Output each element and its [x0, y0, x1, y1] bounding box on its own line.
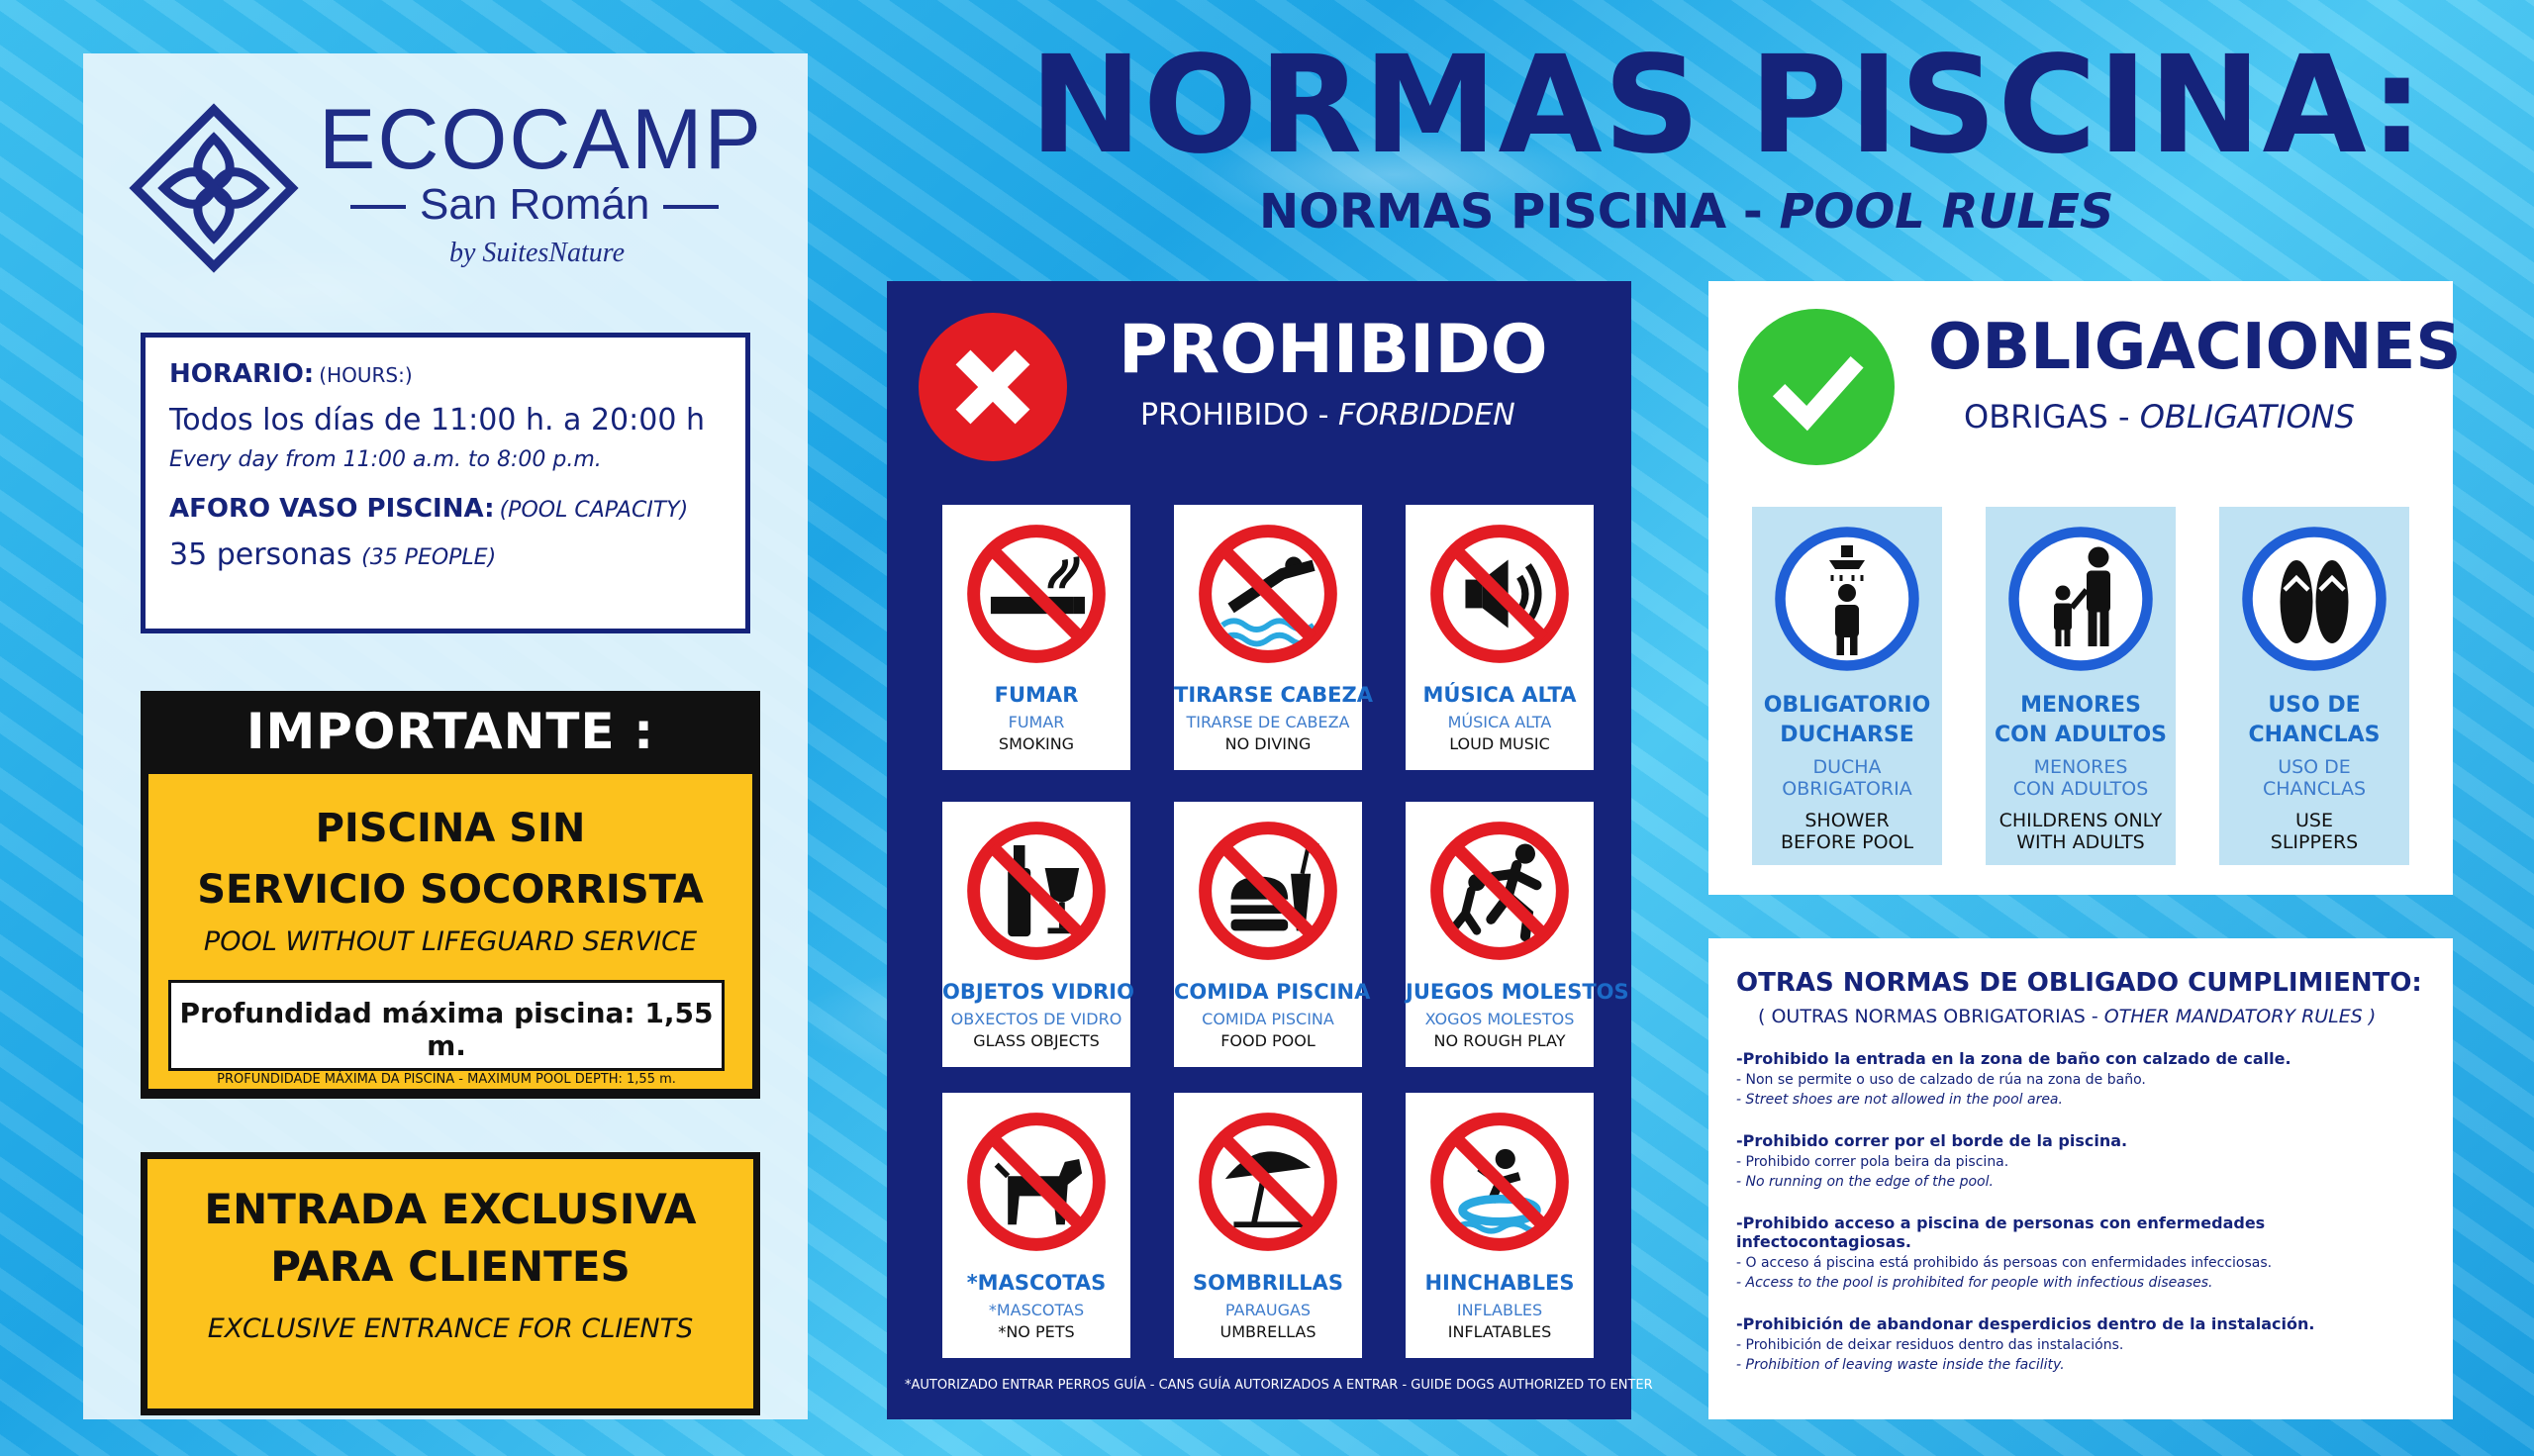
no-rough-play-icon [1428, 820, 1571, 962]
other-rules-heading: OTRAS NORMAS DE OBLIGADO CUMPLIMIENTO: [1736, 968, 2422, 998]
prohibited-label: COMIDA PISCINA [1174, 980, 1371, 1004]
prohibited-card [1174, 505, 1374, 770]
forbidden-x-icon [919, 313, 1067, 461]
obligation-card [2219, 507, 2409, 865]
prohibited-label: OBJETOS VIDRIO [942, 980, 1134, 1004]
rule-title: -Prohibido correr por el borde de la piscina. [1736, 1131, 2128, 1150]
adult-child-icon [2006, 525, 2155, 673]
rule-en: - Street shoes are not allowed in the pool area. [1736, 1092, 2063, 1108]
obligation-label-gl: MENORES CON ADULTOS [2012, 756, 2149, 800]
obligation-label-gl: USO DE CHANCLAS [2262, 756, 2367, 800]
prohibited-label-gl: COMIDA PISCINA [1202, 1010, 1334, 1028]
no-inflatables-icon [1428, 1111, 1571, 1253]
obligations-panel [1708, 281, 2462, 895]
brand-byline: by SuitesNature [449, 238, 626, 268]
other-rules-subheading: ( OUTRAS NORMAS OBRIGATORIAS - OTHER MANDATORY RULES ) [1758, 1006, 2377, 1027]
prohibited-label-en: GLASS OBJECTS [973, 1031, 1100, 1050]
obligation-card [1752, 507, 1942, 865]
no-loud-music-icon [1428, 523, 1571, 665]
prohibited-label: FUMAR [994, 683, 1079, 707]
depth-notice: Profundidad máxima piscina: 1,55 m. PROFUNDIDADE MÁXIMA DA PISCINA - MAXIMUM POOL DEPTH: 1,55 m. [168, 980, 725, 1071]
slippers-icon [2240, 525, 2388, 673]
no-smoking-icon [965, 523, 1108, 665]
important-heading: IMPORTANTE : [245, 703, 655, 760]
rule-item [1736, 1049, 2425, 1108]
rule-en: - Prohibition of leaving waste inside the facility. [1736, 1357, 2065, 1373]
prohibited-card [1174, 1093, 1362, 1358]
obligations-heading: OBLIGACIONES [1928, 311, 2462, 384]
prohibited-label: HINCHABLES [1424, 1271, 1575, 1295]
exclusive-entry-notice: ENTRADA EXCLUSIVA PARA CLIENTES EXCLUSIVE ENTRANCE FOR CLIENTS [141, 1152, 760, 1415]
schedule-text: Todos los días de 11:00 h. a 20:00 h [169, 403, 705, 437]
hours-box: HORARIO: (HOURS:) Todos los días de 11:00 h. a 20:00 h Every day from 11:00 a.m. to 8:00 p.m. AFORO VASO PISCINA: (POOL CAPACITY) 35 personas (35 PEOPLE) [141, 333, 750, 633]
prohibited-label-gl: OBXECTOS DE VIDRO [950, 1010, 1122, 1028]
obligation-label-en: SHOWER BEFORE POOL [1780, 810, 1914, 853]
other-rules-panel [1708, 938, 2453, 1419]
prohibited-label-en: NO DIVING [1224, 734, 1312, 753]
rule-item [1736, 1314, 2425, 1373]
capacity-value: 35 personas [169, 537, 352, 572]
prohibited-label-en: INFLATABLES [1447, 1322, 1552, 1341]
rule-title: -Prohibición de abandonar desperdicios dentro de la instalación. [1736, 1314, 2315, 1333]
obligation-label: MENORES CON ADULTOS [1994, 693, 2167, 747]
rule-item [1736, 1131, 2425, 1190]
hours-label: HORARIO: [169, 359, 315, 389]
prohibited-label-gl: TIRARSE DE CABEZA [1186, 713, 1350, 731]
prohibited-label: *MASCOTAS [966, 1271, 1107, 1295]
rule-title: -Prohibido la entrada en la zona de baño con calzado de calle. [1736, 1049, 2291, 1068]
rule-en: - Access to the pool is prohibited for people with infectious diseases. [1736, 1275, 2213, 1291]
prohibited-label-en: FOOD POOL [1220, 1031, 1316, 1050]
prohibited-label-gl: *MASCOTAS [988, 1301, 1085, 1319]
prohibited-card [1406, 802, 1629, 1067]
prohibited-card [942, 1093, 1130, 1358]
brand-name: ECOCAMP [319, 92, 763, 187]
rule-en: - No running on the edge of the pool. [1736, 1174, 1994, 1190]
page-subtitle: NORMAS PISCINA - POOL RULES [1259, 184, 2114, 240]
rule-gl: - Prohibido correr pola beira da piscina. [1736, 1154, 2009, 1170]
prohibited-label-en: UMBRELLAS [1219, 1322, 1316, 1341]
prohibited-label: MÚSICA ALTA [1422, 683, 1577, 707]
no-glass-icon [965, 820, 1108, 962]
no-diving-icon [1197, 523, 1339, 665]
prohibited-label-gl: INFLABLES [1456, 1301, 1543, 1319]
prohibited-label-gl: MÚSICA ALTA [1447, 713, 1552, 731]
prohibited-card [1406, 505, 1594, 770]
ecocamp-logo-icon [125, 99, 303, 277]
shower-icon [1773, 525, 1921, 673]
prohibited-label-gl: PARAUGAS [1224, 1301, 1312, 1319]
prohibited-label-en: LOUD MUSIC [1449, 734, 1550, 753]
obligation-label: USO DE CHANCLAS [2248, 693, 2381, 747]
prohibited-label-en: NO ROUGH PLAY [1433, 1031, 1566, 1050]
obligations-subheading: OBRIGAS - OBLIGATIONS [1964, 398, 2355, 436]
obligation-label-en: CHILDRENS ONLY WITH ADULTS [1998, 810, 2163, 853]
rule-gl: - O acceso á piscina está prohibido ás persoas con enfermidades infecciosas. [1736, 1255, 2273, 1271]
checkmark-icon [1738, 309, 1895, 465]
obligation-label-gl: DUCHA OBRIGATORIA [1782, 756, 1912, 800]
prohibited-subheading: PROHIBIDO - FORBIDDEN [1140, 398, 1515, 433]
rule-gl: - Non se permite o uso de calzado de rúa na zona de baño. [1736, 1072, 2146, 1088]
prohibited-label: SOMBRILLAS [1192, 1271, 1343, 1295]
prohibited-label-gl: XOGOS MOLESTOS [1424, 1010, 1575, 1028]
no-food-icon [1197, 820, 1339, 962]
important-notice [141, 691, 760, 1099]
prohibited-card [1406, 1093, 1594, 1358]
rule-title: -Prohibido acceso a piscina de personas con enfermedades infectocontagiosas. [1736, 1213, 2266, 1251]
prohibited-card [942, 505, 1130, 770]
prohibited-label: TIRARSE CABEZA [1174, 683, 1374, 707]
rule-item [1736, 1213, 2425, 1291]
rules-list [1736, 1049, 2425, 1373]
obligation-label-en: USE SLIPPERS [2270, 810, 2359, 853]
lifeguard-notice: PISCINA SIN SERVICIO SOCORRISTA POOL WITHOUT LIFEGUARD SERVICE Profundidad máxima piscina: 1,55 m. PROFUNDIDADE MÁXIMA DA PISCINA - MAXIMUM POOL DEPTH: 1,55 m. [148, 774, 752, 1089]
prohibited-heading: PROHIBIDO [1119, 311, 1548, 389]
prohibited-label-en: SMOKING [998, 734, 1075, 753]
no-pets-icon [965, 1111, 1108, 1253]
prohibited-card [942, 802, 1134, 1067]
rule-gl: - Prohibición de deixar residuos dentro das instalacións. [1736, 1337, 2124, 1353]
capacity-label: AFORO VASO PISCINA: [169, 494, 495, 524]
no-umbrella-icon [1197, 1111, 1339, 1253]
prohibited-card [1174, 802, 1371, 1067]
prohibited-label: JUEGOS MOLESTOS [1406, 980, 1629, 1004]
info-panel [83, 53, 808, 1419]
prohibited-label-en: *NO PETS [998, 1322, 1075, 1341]
obligation-card [1986, 507, 2176, 865]
page-title: NORMAS PISCINA: [1029, 28, 2425, 184]
prohibited-panel [887, 281, 1653, 1419]
brand-location: San Román [337, 180, 732, 230]
guide-dogs-note: *AUTORIZADO ENTRAR PERROS GUÍA - CANS GUÍA AUTORIZADOS A ENTRAR - GUIDE DOGS AUTHORIZED TO ENTER [905, 1378, 1653, 1393]
schedule-text-en: Every day from 11:00 a.m. to 8:00 p.m. [169, 447, 602, 472]
obligation-label: OBLIGATORIO DUCHARSE [1763, 693, 1931, 747]
prohibited-label-gl: FUMAR [1008, 713, 1065, 731]
